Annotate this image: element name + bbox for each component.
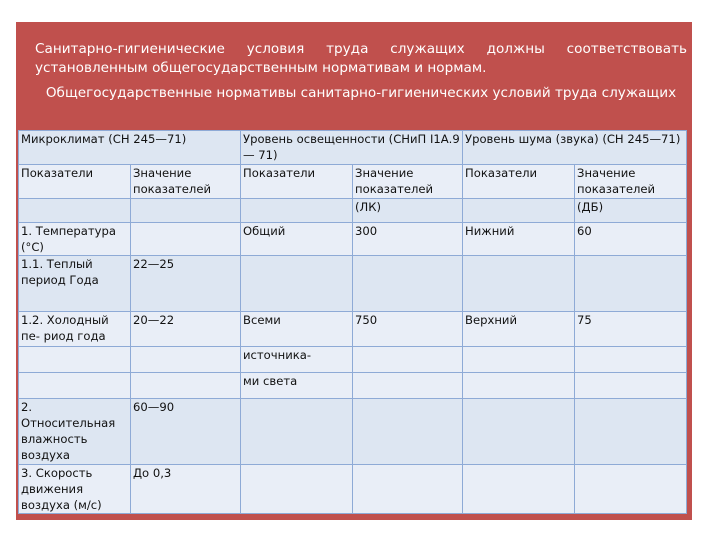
cell: 60—90 [131,399,241,465]
cell: 3. Скорость движения воздуха (м/с) [19,465,131,514]
indicator-header: Показатели [463,165,575,199]
cell: источника- [241,347,353,373]
indicator-header: Показатели [19,165,131,199]
value-header: Значение показателей [353,165,463,199]
cell: 1.1. Теплый период Года [19,256,131,312]
header-row [19,131,687,165]
cell: 2. Относительная влажность воздуха [19,399,131,465]
header-noise: Уровень шума (звука) (СН 245—71) [463,131,687,165]
cell: Всеми [241,312,353,347]
table-row [19,465,687,514]
intro-paragraph: Санитарно-гигиенические условия труда служащих должны соответствовать установленным общегосударственным нормативам и нормам. [35,41,687,76]
table-row [19,399,687,465]
unit-row [19,199,687,223]
table-row [19,312,687,347]
table-title: Общегосударственные нормативы санитарно-гигиенических условий труда служащих [45,85,677,101]
value-header: Значение показателей [131,165,241,199]
unit-db: (ДБ) [575,199,687,223]
cell: Общий [241,223,353,256]
cell: ми света [241,373,353,399]
cell: 750 [353,312,463,347]
cell: 1. Температура (°С) [19,223,131,256]
cell: 60 [575,223,687,256]
cell: 1.2. Холодный пе- риод года [19,312,131,347]
indicator-header: Показатели [241,165,353,199]
value-header: Значение показателей [575,165,687,199]
header-microclimate: Микроклимат (СН 245—71) [19,131,241,165]
cell [131,223,241,256]
table-row [19,373,687,399]
header-lighting: Уровень освещенности (СНиП I1А.9— 71) [241,131,463,165]
cell: 75 [575,312,687,347]
table-row [19,347,687,373]
table-row [19,256,687,312]
unit-lux: (ЛК) [353,199,463,223]
cell: 22—25 [131,256,241,312]
cell: 300 [353,223,463,256]
cell: До 0,3 [131,465,241,514]
norms-table [18,130,687,514]
table-row [19,223,687,256]
cell: 20—22 [131,312,241,347]
cell: Верхний [463,312,575,347]
cell: Нижний [463,223,575,256]
subheader-row [19,165,687,199]
